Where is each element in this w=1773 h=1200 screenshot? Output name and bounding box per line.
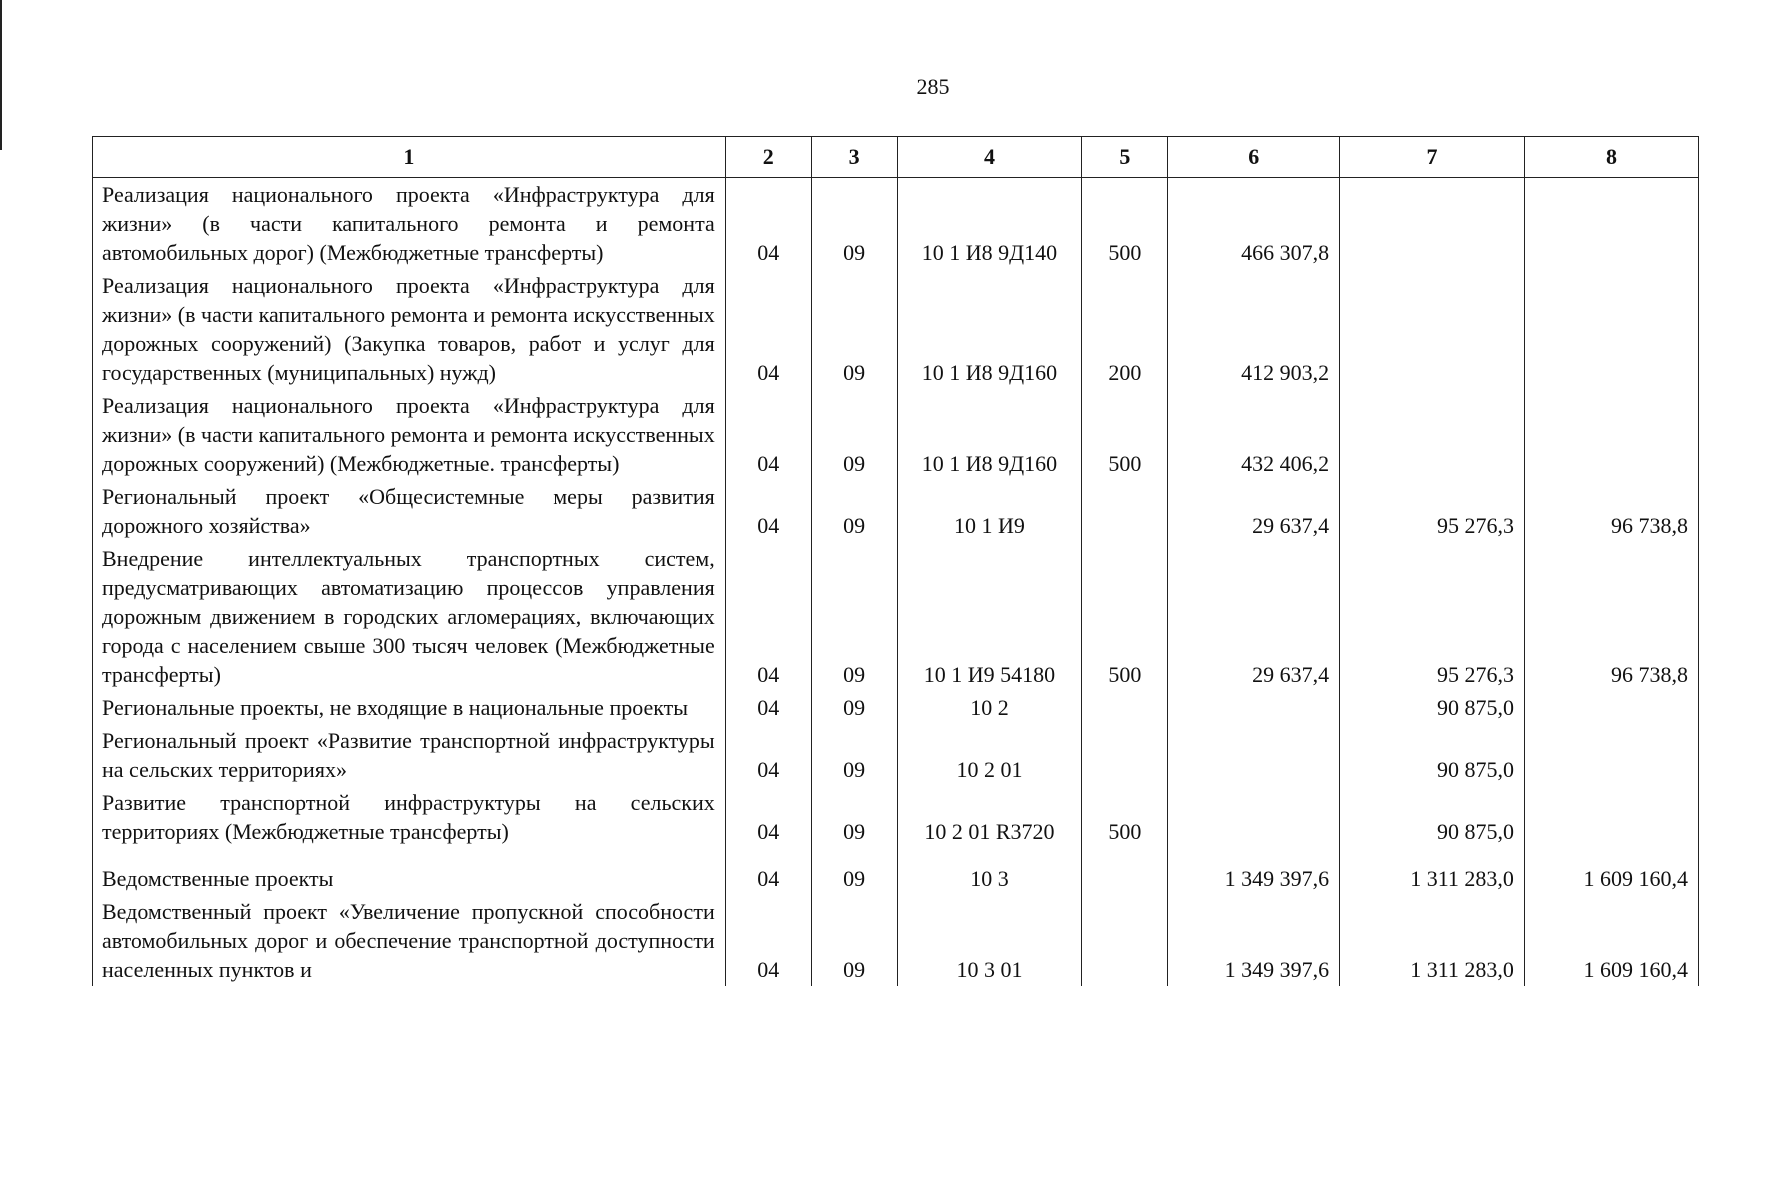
target-article-code: 10 1 И9 <box>897 480 1082 542</box>
subsection-code: 09 <box>811 724 897 786</box>
section-code: 04 <box>725 691 811 724</box>
row-description: Региональный проект «Развитие транспортной инфраструктуры на сельских территориях» <box>93 724 726 786</box>
section-code: 04 <box>725 389 811 480</box>
section-code: 04 <box>725 178 811 270</box>
target-article-code: 10 3 01 <box>897 895 1082 986</box>
amount-col-6: 29 637,4 <box>1168 480 1340 542</box>
subsection-code: 09 <box>811 786 897 848</box>
amount-col-8 <box>1524 178 1698 270</box>
subsection-code: 09 <box>811 480 897 542</box>
amount-col-8 <box>1524 786 1698 848</box>
target-article-code: 10 1 И8 9Д140 <box>897 178 1082 270</box>
amount-col-6: 432 406,2 <box>1168 389 1340 480</box>
expense-type-code <box>1082 724 1168 786</box>
section-code: 04 <box>725 542 811 691</box>
amount-col-8: 96 738,8 <box>1524 542 1698 691</box>
target-article-code: 10 1 И9 54180 <box>897 542 1082 691</box>
row-description: Ведомственные проекты <box>93 848 726 895</box>
table-row <box>93 480 1699 542</box>
column-header: 4 <box>897 137 1082 178</box>
expense-type-code <box>1082 895 1168 986</box>
table-row <box>93 786 1699 848</box>
row-description: Развитие транспортной инфраструктуры на сельских территориях (Межбюджетные трансферты) <box>93 786 726 848</box>
expense-type-code: 500 <box>1082 786 1168 848</box>
target-article-code: 10 3 <box>897 848 1082 895</box>
column-header: 6 <box>1168 137 1340 178</box>
table-row <box>93 895 1699 986</box>
table-row <box>93 389 1699 480</box>
target-article-code: 10 2 <box>897 691 1082 724</box>
expense-type-code: 200 <box>1082 269 1168 389</box>
row-description: Внедрение интеллектуальных транспортных систем, предусматривающих автоматизацию процессов управления дорожным движением в городских агломерациях, включающих города с населением свыше 300 тысяч человек (Межбюджетные трансферты) <box>93 542 726 691</box>
amount-col-7: 1 311 283,0 <box>1340 848 1525 895</box>
amount-col-6: 1 349 397,6 <box>1168 895 1340 986</box>
target-article-code: 10 2 01 <box>897 724 1082 786</box>
subsection-code: 09 <box>811 895 897 986</box>
amount-col-6 <box>1168 691 1340 724</box>
column-header: 8 <box>1524 137 1698 178</box>
expense-type-code: 500 <box>1082 542 1168 691</box>
column-header: 2 <box>725 137 811 178</box>
header-row <box>93 137 1699 178</box>
expense-type-code: 500 <box>1082 389 1168 480</box>
amount-col-6: 412 903,2 <box>1168 269 1340 389</box>
page-number: 285 <box>916 74 950 99</box>
table-row <box>93 691 1699 724</box>
amount-col-7: 95 276,3 <box>1340 542 1525 691</box>
amount-col-7: 95 276,3 <box>1340 480 1525 542</box>
table-row <box>93 178 1699 270</box>
section-code: 04 <box>725 786 811 848</box>
amount-col-8 <box>1524 389 1698 480</box>
subsection-code: 09 <box>811 542 897 691</box>
section-code: 04 <box>725 269 811 389</box>
target-article-code: 10 1 И8 9Д160 <box>897 269 1082 389</box>
expense-type-code <box>1082 848 1168 895</box>
amount-col-7 <box>1340 269 1525 389</box>
table-row <box>93 724 1699 786</box>
amount-col-8: 96 738,8 <box>1524 480 1698 542</box>
amount-col-8: 1 609 160,4 <box>1524 848 1698 895</box>
row-description: Ведомственный проект «Увеличение пропускной способности автомобильных дорог и обеспечение транспортной доступности населенных пунктов и <box>93 895 726 986</box>
subsection-code: 09 <box>811 691 897 724</box>
amount-col-7: 90 875,0 <box>1340 724 1525 786</box>
amount-col-8 <box>1524 691 1698 724</box>
expense-type-code <box>1082 691 1168 724</box>
column-header: 7 <box>1340 137 1525 178</box>
column-header: 1 <box>93 137 726 178</box>
amount-col-6 <box>1168 786 1340 848</box>
target-article-code: 10 2 01 R3720 <box>897 786 1082 848</box>
amount-col-8 <box>1524 724 1698 786</box>
amount-col-6: 1 349 397,6 <box>1168 848 1340 895</box>
amount-col-8 <box>1524 269 1698 389</box>
budget-table <box>92 136 1699 986</box>
table-row <box>93 848 1699 895</box>
row-description: Региональные проекты, не входящие в национальные проекты <box>93 691 726 724</box>
column-header: 3 <box>811 137 897 178</box>
expense-type-code: 500 <box>1082 178 1168 270</box>
subsection-code: 09 <box>811 848 897 895</box>
row-description: Реализация национального проекта «Инфраструктура для жизни» (в части капитального ремонта и ремонта искусственных дорожных сооружений) (Межбюджетные. трансферты) <box>93 389 726 480</box>
amount-col-7: 90 875,0 <box>1340 691 1525 724</box>
table-row <box>93 542 1699 691</box>
subsection-code: 09 <box>811 178 897 270</box>
amount-col-6 <box>1168 724 1340 786</box>
amount-col-7: 90 875,0 <box>1340 786 1525 848</box>
section-code: 04 <box>725 724 811 786</box>
amount-col-6: 466 307,8 <box>1168 178 1340 270</box>
amount-col-8: 1 609 160,4 <box>1524 895 1698 986</box>
amount-col-7 <box>1340 389 1525 480</box>
row-description: Реализация национального проекта «Инфраструктура для жизни» (в части капитального ремонта и ремонта искусственных дорожных сооружений) (Закупка товаров, работ и услуг для государственных (муниципальных) нужд) <box>93 269 726 389</box>
column-header: 5 <box>1082 137 1168 178</box>
row-description: Региональный проект «Общесистемные меры развития дорожного хозяйства» <box>93 480 726 542</box>
amount-col-7 <box>1340 178 1525 270</box>
subsection-code: 09 <box>811 389 897 480</box>
section-code: 04 <box>725 848 811 895</box>
row-description: Реализация национального проекта «Инфраструктура для жизни» (в части капитального ремонта и ремонта автомобильных дорог) (Межбюджетные трансферты) <box>93 178 726 270</box>
section-code: 04 <box>725 895 811 986</box>
table-row <box>93 269 1699 389</box>
section-code: 04 <box>725 480 811 542</box>
target-article-code: 10 1 И8 9Д160 <box>897 389 1082 480</box>
expense-type-code <box>1082 480 1168 542</box>
subsection-code: 09 <box>811 269 897 389</box>
amount-col-6: 29 637,4 <box>1168 542 1340 691</box>
amount-col-7: 1 311 283,0 <box>1340 895 1525 986</box>
